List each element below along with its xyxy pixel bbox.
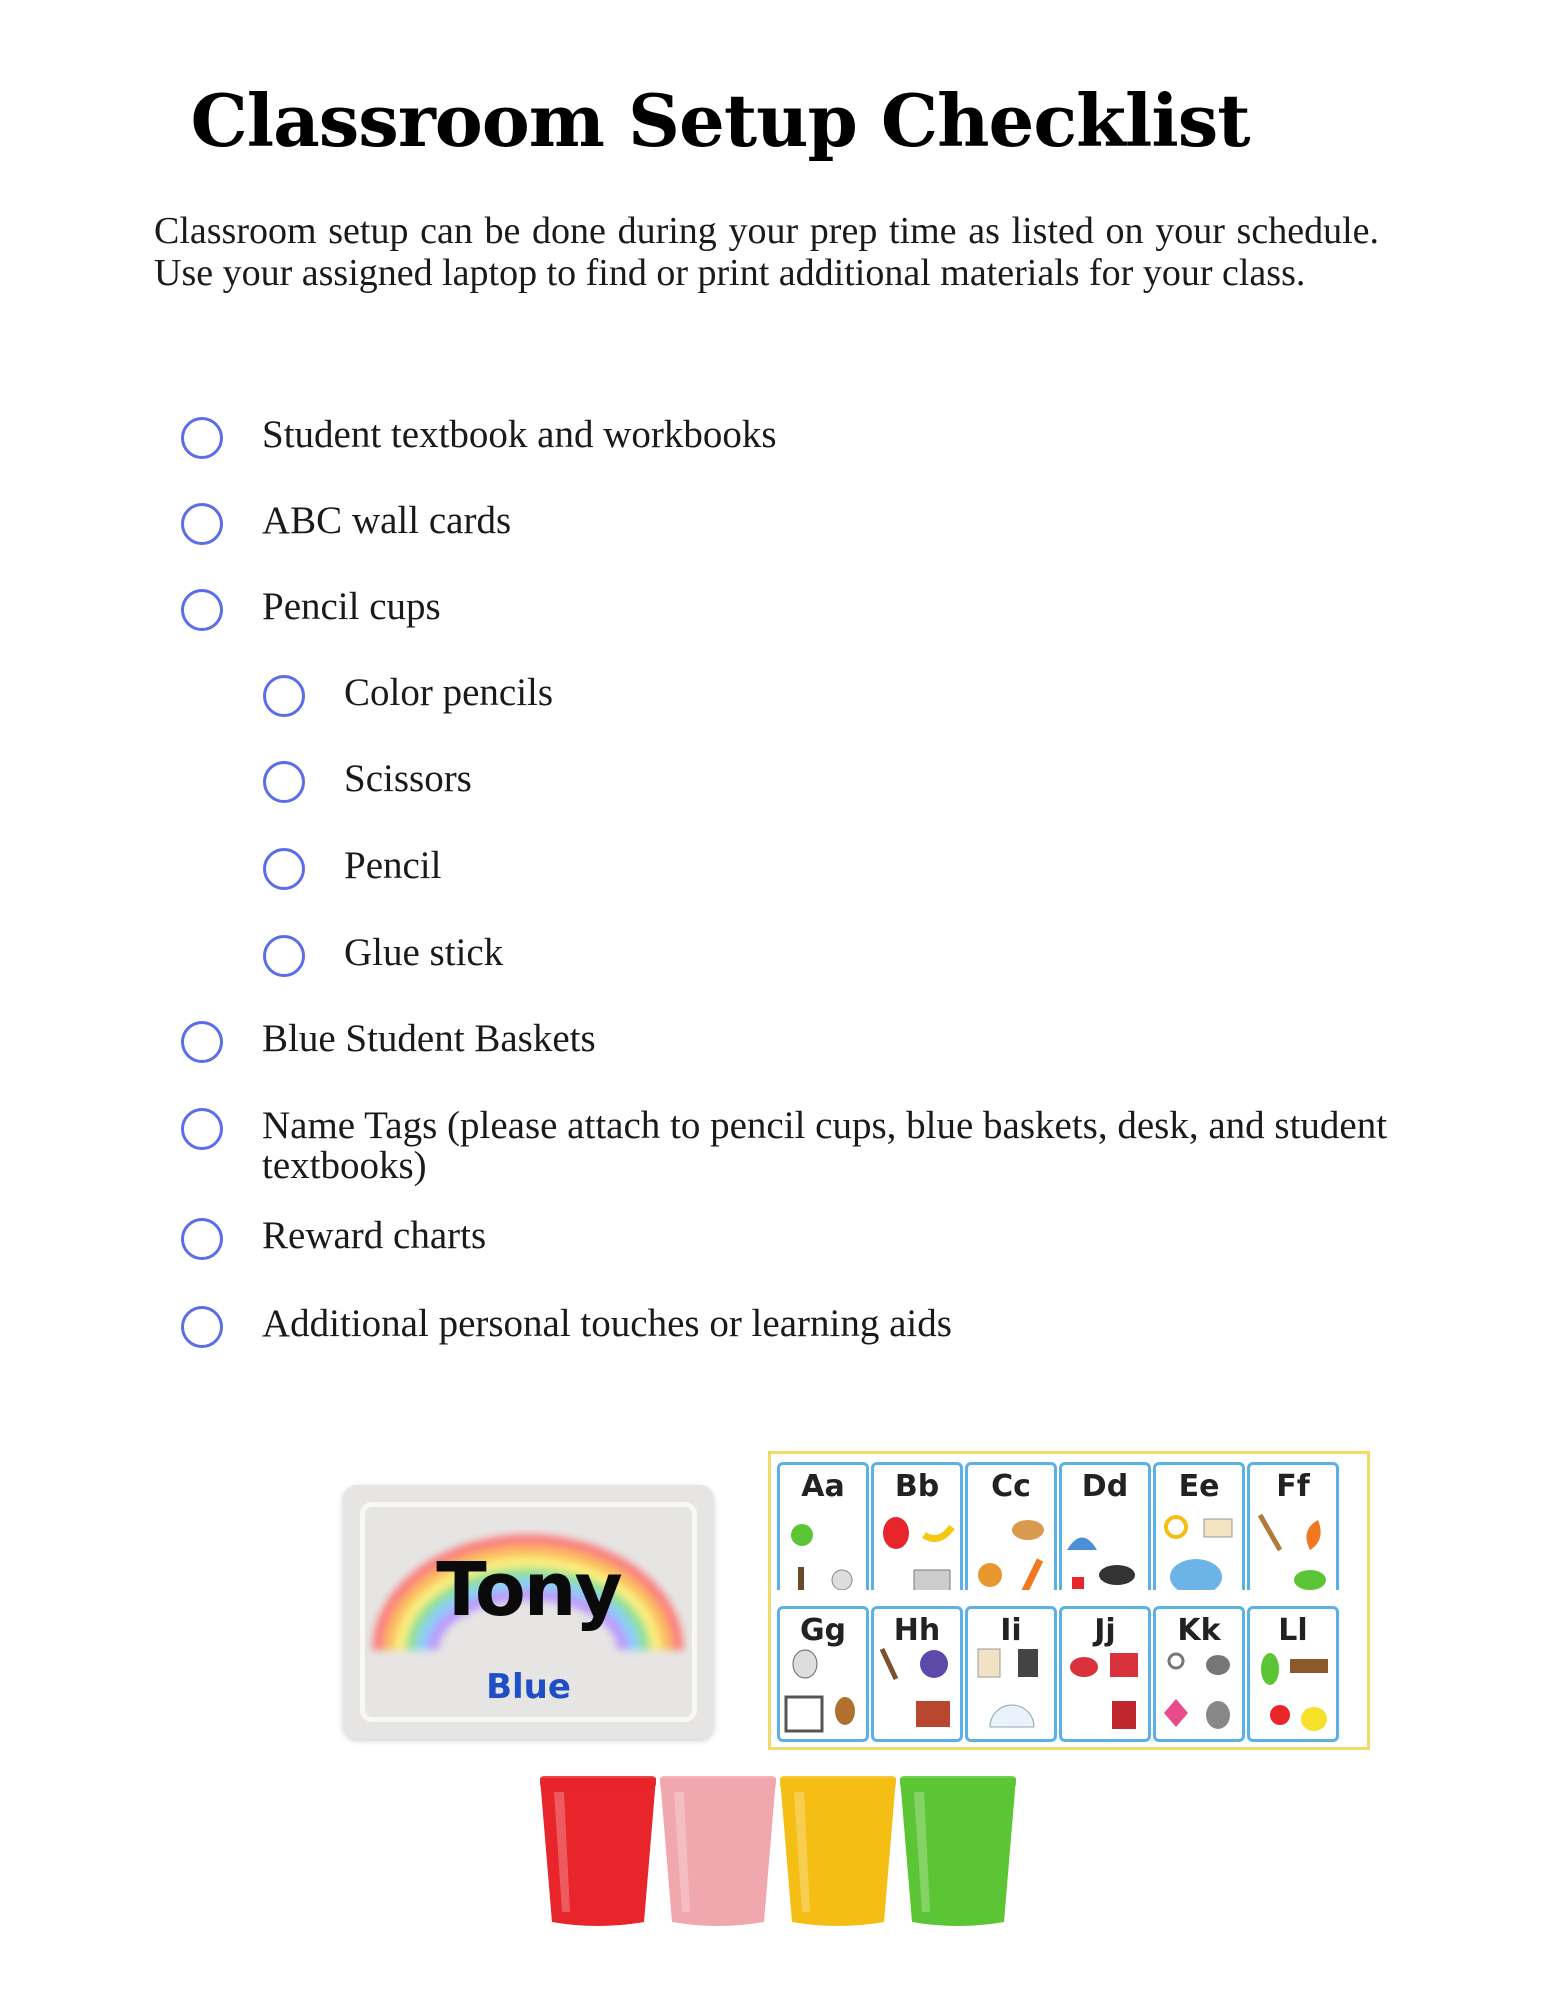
checklist-item-personal-touches[interactable] bbox=[181, 1302, 952, 1348]
pencil-cup-rim bbox=[780, 1776, 896, 1788]
name-tag-image bbox=[343, 1485, 714, 1739]
checklist-item-color-pencils[interactable] bbox=[263, 671, 554, 717]
pencil-cups-image bbox=[530, 1772, 1020, 1932]
pencil-cup-rim bbox=[660, 1776, 776, 1788]
name-tag-name: Tony bbox=[436, 1547, 621, 1633]
intro-paragraph: Classroom setup can be done during your prep time as listed on your schedule. Use your assigned laptop to find or print additional materials for your class. bbox=[154, 210, 1379, 294]
checklist-label: Color pencils bbox=[344, 671, 554, 714]
goat-icon bbox=[780, 1639, 866, 1739]
checkbox-circle[interactable] bbox=[181, 1108, 223, 1150]
checkbox-circle[interactable] bbox=[181, 1218, 223, 1260]
abc-card: Gg bbox=[777, 1606, 869, 1742]
abc-card: Ii bbox=[965, 1606, 1057, 1742]
abc-card: Cc bbox=[965, 1462, 1057, 1598]
checkbox-circle[interactable] bbox=[181, 1021, 223, 1063]
abc-card: Bb bbox=[871, 1462, 963, 1598]
checklist-item-reward-charts[interactable] bbox=[181, 1214, 487, 1260]
checkbox-circle[interactable] bbox=[181, 503, 223, 545]
abc-card: Dd bbox=[1059, 1462, 1151, 1598]
checklist-item-glue-stick[interactable] bbox=[263, 931, 504, 977]
checklist-item-abc-wall-cards[interactable] bbox=[181, 499, 512, 545]
abc-card: Aa bbox=[777, 1462, 869, 1598]
pencil-cup-rim bbox=[900, 1776, 1016, 1788]
checklist-item-textbooks[interactable] bbox=[181, 413, 777, 459]
checkbox-circle[interactable] bbox=[181, 417, 223, 459]
abc-card: Ee bbox=[1153, 1462, 1245, 1598]
abc-card: Ff bbox=[1247, 1462, 1339, 1598]
checkbox-circle[interactable] bbox=[181, 589, 223, 631]
checkbox-circle[interactable] bbox=[263, 935, 305, 977]
checkbox-circle[interactable] bbox=[263, 761, 305, 803]
checklist-label: Scissors bbox=[344, 757, 472, 800]
checklist-item-blue-baskets[interactable] bbox=[181, 1017, 596, 1063]
hat-icon bbox=[874, 1639, 960, 1739]
checklist-label: Pencil bbox=[344, 844, 442, 887]
abc-card: Kk bbox=[1153, 1606, 1245, 1742]
abc-wall-cards-image bbox=[768, 1451, 1370, 1750]
checklist-item-pencil[interactable] bbox=[263, 844, 442, 890]
checklist-item-scissors[interactable] bbox=[263, 757, 472, 803]
pencil-cup-rim bbox=[540, 1776, 656, 1788]
checkbox-circle[interactable] bbox=[263, 675, 305, 717]
checklist-label: ABC wall cards bbox=[262, 499, 512, 542]
card-row-gap bbox=[771, 1590, 1367, 1606]
checkbox-circle[interactable] bbox=[181, 1306, 223, 1348]
checklist-item-name-tags[interactable] bbox=[181, 1104, 1392, 1187]
checklist-label: Glue stick bbox=[344, 931, 504, 974]
checklist-label: Student textbook and workbooks bbox=[262, 413, 777, 456]
igloo-icon bbox=[968, 1639, 1054, 1739]
abc-card: Ll bbox=[1247, 1606, 1339, 1742]
abc-card: Hh bbox=[871, 1606, 963, 1742]
jam-icon bbox=[1062, 1639, 1148, 1739]
name-tag-color: Blue bbox=[486, 1667, 571, 1707]
checklist-label: Pencil cups bbox=[262, 585, 441, 628]
leaf-icon bbox=[1250, 1639, 1336, 1739]
checklist-label: Blue Student Baskets bbox=[262, 1017, 596, 1060]
checklist-item-pencil-cups[interactable] bbox=[181, 585, 441, 631]
checkbox-circle[interactable] bbox=[263, 848, 305, 890]
page-title: Classroom Setup Checklist bbox=[190, 78, 1250, 163]
checklist-label: Name Tags (please attach to pencil cups, blue baskets, desk, and student textbooks) bbox=[262, 1104, 1388, 1187]
checklist-label: Reward charts bbox=[262, 1214, 487, 1257]
checklist-label: Additional personal touches or learning aids bbox=[262, 1302, 952, 1345]
kite-icon bbox=[1156, 1639, 1242, 1739]
abc-card: Jj bbox=[1059, 1606, 1151, 1742]
